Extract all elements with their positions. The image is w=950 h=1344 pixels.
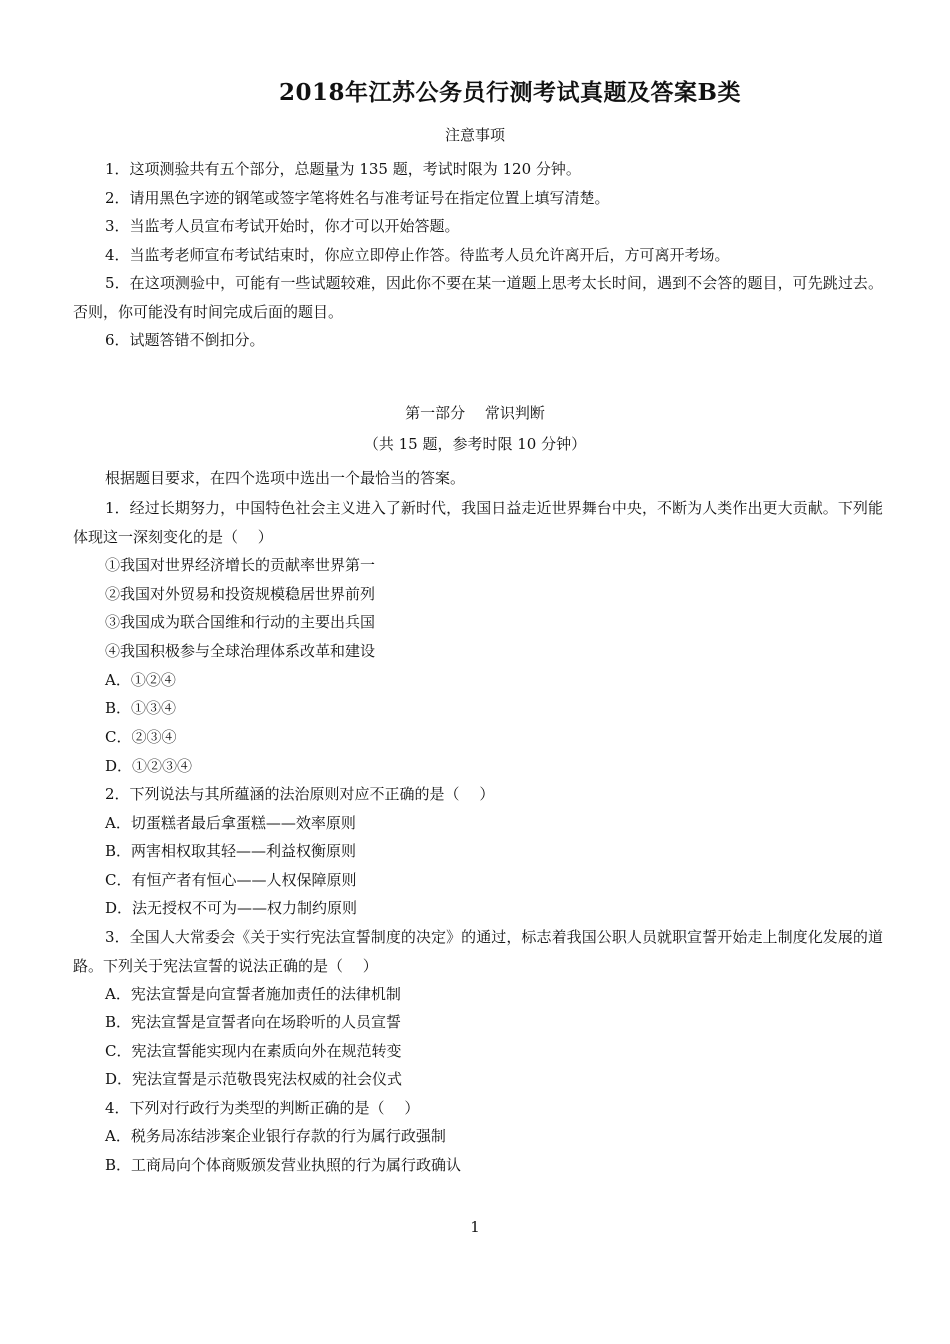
question-2-option-d: D．法无授权不可为——权力制约原则 (105, 899, 358, 917)
section-instruction: 根据题目要求，在四个选项中选出一个最恰当的答案。 (105, 469, 466, 487)
question-3-stem: 3．全国人大常委会《关于实行宪法宣誓制度的决定》的通过，标志着我国公职人员就职宣誓开始走上制度化发展的道路。下列关于宪法宣誓的说法正确的是（ ） (73, 928, 883, 975)
notice-item-4: 4．当监考老师宣布考试结束时，你应立即停止作答。待监考人员允许离开后，方可离开考场。 (105, 246, 730, 264)
question-1-option-a: A．①②④ (105, 671, 176, 689)
question-1-statement-4: ④我国积极参与全球治理体系改革和建设 (105, 642, 376, 660)
question-4-option-b: B．工商局向个体商贩颁发营业执照的行为属行政确认 (105, 1156, 462, 1174)
question-1-stem: 1．经过长期努力，中国特色社会主义进入了新时代，我国日益走近世界舞台中央，不断为人类作出更大贡献。下列能体现这一深刻变化的是（ ） (73, 499, 883, 546)
question-2-option-c: C．有恒产者有恒心——人权保障原则 (105, 871, 357, 889)
question-1-statement-2: ②我国对外贸易和投资规模稳居世界前列 (105, 585, 376, 603)
notice-item-3: 3．当监考人员宣布考试开始时，你才可以开始答题。 (105, 217, 460, 235)
question-2-stem: 2．下列说法与其所蕴涵的法治原则对应不正确的是（ ） (105, 785, 495, 803)
question-4-option-a: A．税务局冻结涉案企业银行存款的行为属行政强制 (105, 1127, 446, 1145)
notice-item-1: 1．这项测验共有五个部分，总题量为 135 题，考试时限为 120 分钟。 (105, 160, 581, 178)
page-number: 1 (470, 1218, 480, 1236)
notice-item-5: 5．在这项测验中，可能有一些试题较难，因此你不要在某一道题上思考太长时间，遇到不会答的题目，可先跳过去。否则，你可能没有时间完成后面的题目。 (73, 274, 883, 321)
section-subheading: （共 15 题，参考时限 10 分钟） (363, 435, 587, 453)
question-1-option-d: D．①②③④ (105, 757, 193, 775)
question-4-stem: 4．下列对行政行为类型的判断正确的是（ ） (105, 1099, 420, 1117)
question-3-option-a: A．宪法宣誓是向宣誓者施加责任的法律机制 (105, 985, 401, 1003)
question-1-option-c: C．②③④ (105, 728, 177, 746)
question-1-option-b: B．①③④ (105, 699, 177, 717)
page-title: 2018年江苏公务员行测考试真题及答案B类 (279, 79, 741, 106)
question-3-option-d: D．宪法宣誓是示范敬畏宪法权威的社会仪式 (105, 1070, 403, 1088)
question-2-option-b: B．两害相权取其轻——利益权衡原则 (105, 842, 357, 860)
question-2-option-a: A．切蛋糕者最后拿蛋糕——效率原则 (105, 814, 356, 832)
question-1-statement-1: ①我国对世界经济增长的贡献率世界第一 (105, 556, 376, 574)
question-3-option-c: C．宪法宣誓能实现内在素质向外在规范转变 (105, 1042, 402, 1060)
notice-item-6: 6．试题答错不倒扣分。 (105, 331, 265, 349)
section-heading: 第一部分 常识判断 (405, 404, 545, 422)
notice-heading: 注意事项 (444, 126, 505, 144)
question-1-statement-3: ③我国成为联合国维和行动的主要出兵国 (105, 613, 376, 631)
question-3-option-b: B．宪法宣誓是宣誓者向在场聆听的人员宣誓 (105, 1013, 402, 1031)
notice-item-2: 2．请用黑色字迹的钢笔或签字笔将姓名与准考证号在指定位置上填写清楚。 (105, 189, 610, 207)
